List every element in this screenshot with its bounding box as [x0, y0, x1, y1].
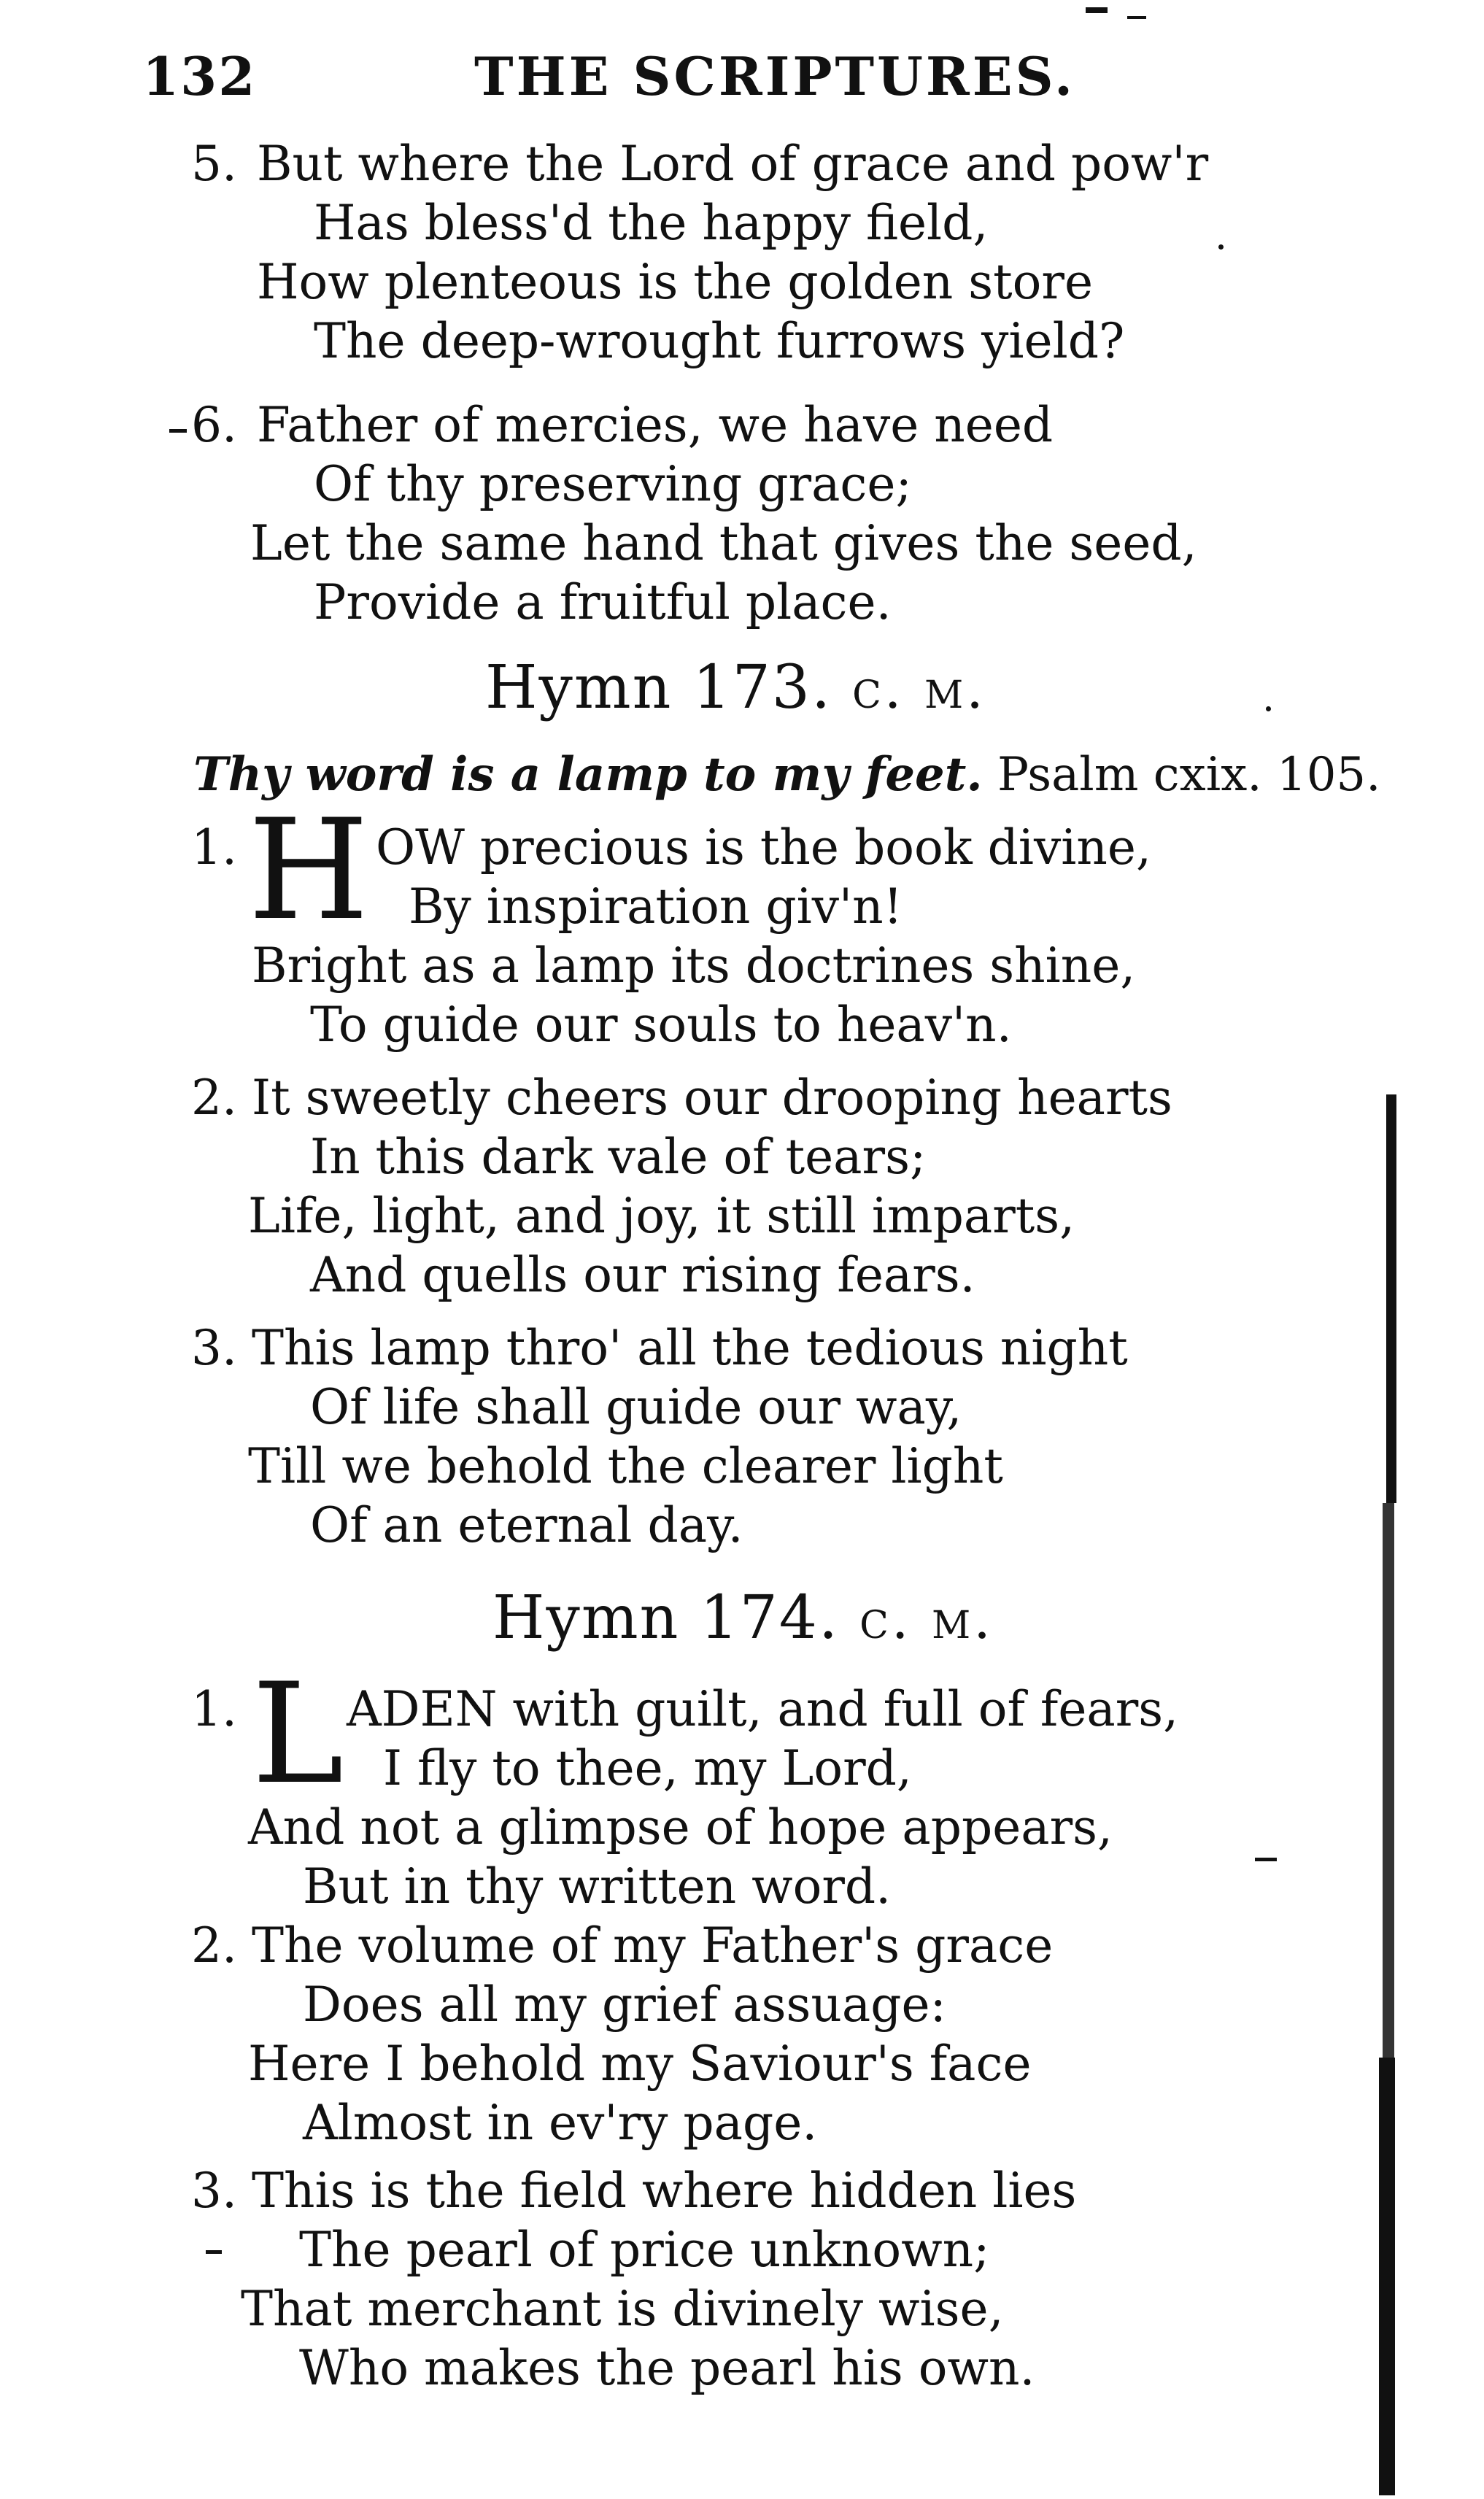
epigraph-reference: Psalm cxix. 105. — [997, 748, 1381, 802]
verse-line: But where the Lord of grace and pow'r — [257, 136, 1209, 192]
verse-line: ADEN with guilt, and full of fears, — [347, 1681, 1179, 1737]
ink-speck — [1218, 244, 1224, 250]
verse-line: Till we behold the clearer light — [248, 1438, 1003, 1494]
verse-line: Father of mercies, we have need — [257, 397, 1054, 453]
page-edge-shadow — [1379, 2058, 1395, 2495]
verse-line: It sweetly cheers our drooping hearts — [252, 1070, 1172, 1126]
hymn-174-heading — [492, 1583, 994, 1653]
verse-line: OW precious is the book divine, — [376, 819, 1151, 876]
drop-cap: L — [252, 1653, 344, 1815]
hymn-title: Hymn 173. — [485, 653, 832, 722]
page-number: 132 — [142, 45, 257, 107]
verse-number: 2. — [191, 1917, 237, 1974]
verse-line: And quells our rising fears. — [310, 1247, 975, 1303]
hymn-173-heading — [485, 653, 986, 722]
verse-number: 1. — [191, 1681, 237, 1737]
ink-speck — [1086, 7, 1108, 13]
verse-line: Of life shall guide our way, — [310, 1379, 962, 1435]
verse-line: Here I behold my Saviour's face — [248, 2036, 1032, 2092]
ink-speck — [206, 2250, 222, 2254]
verse-line: But in thy written word. — [303, 1858, 892, 1915]
verse-line: This lamp thro' all the tedious night — [252, 1320, 1128, 1376]
verse-line: Of an eternal day. — [310, 1497, 743, 1553]
ink-speck — [1127, 16, 1146, 19]
hymn-meter: c. m. — [859, 1588, 994, 1651]
verse-line: Almost in ev'ry page. — [303, 2095, 818, 2151]
verse-number: 3. — [191, 2163, 237, 2219]
epigraph-text: Thy word is a lamp to my feet. — [193, 747, 983, 802]
hymn-meter: c. m. — [852, 658, 986, 721]
verse-number: 6. — [191, 397, 237, 453]
verse-line: The pearl of price unknown; — [299, 2222, 990, 2278]
page-edge-shadow — [1383, 1503, 1394, 2058]
verse-line: Who makes the pearl his own. — [299, 2340, 1035, 2396]
verse-line: Has bless'd the happy field, — [314, 195, 989, 251]
verse-line: Provide a fruitful place. — [314, 574, 892, 630]
verse-line: That merchant is divinely wise, — [241, 2281, 1004, 2337]
ink-speck — [1266, 706, 1271, 711]
verse-line: In this dark vale of tears; — [310, 1129, 927, 1185]
verse-line: Does all my grief assuage: — [303, 1977, 946, 2033]
verse-number: 3. — [191, 1320, 237, 1376]
ink-speck — [169, 429, 187, 433]
verse-number: 5. — [191, 136, 237, 192]
verse-line: Of thy preserving grace; — [314, 456, 912, 512]
verse-line: How plenteous is the golden store — [257, 254, 1094, 310]
verse-line: Life, light, and joy, it still imparts, — [248, 1188, 1075, 1244]
verse-number: 2. — [191, 1070, 237, 1126]
hymn-title: Hymn 174. — [492, 1583, 840, 1653]
verse-line: Bright as a lamp its doctrines shine, — [252, 938, 1136, 994]
drop-cap: H — [248, 789, 369, 951]
verse-line: By inspiration giv'n! — [409, 878, 903, 935]
verse-line: And not a glimpse of hope appears, — [248, 1799, 1113, 1855]
verse-line: This is the field where hidden lies — [252, 2163, 1077, 2219]
verse-line: The volume of my Father's grace — [252, 1917, 1054, 1974]
verse-number: 1. — [191, 819, 237, 876]
ink-speck — [1255, 1858, 1277, 1861]
verse-line: Let the same hand that gives the seed, — [250, 515, 1197, 571]
verse-line: The deep-wrought furrows yield? — [314, 313, 1125, 369]
verse-line: To guide our souls to heav'n. — [310, 997, 1012, 1053]
epigraph — [193, 747, 1380, 802]
page-edge-shadow — [1386, 1094, 1396, 1503]
verse-line: I fly to thee, my Lord, — [383, 1740, 912, 1796]
running-title: THE SCRIPTURES. — [474, 45, 1076, 107]
